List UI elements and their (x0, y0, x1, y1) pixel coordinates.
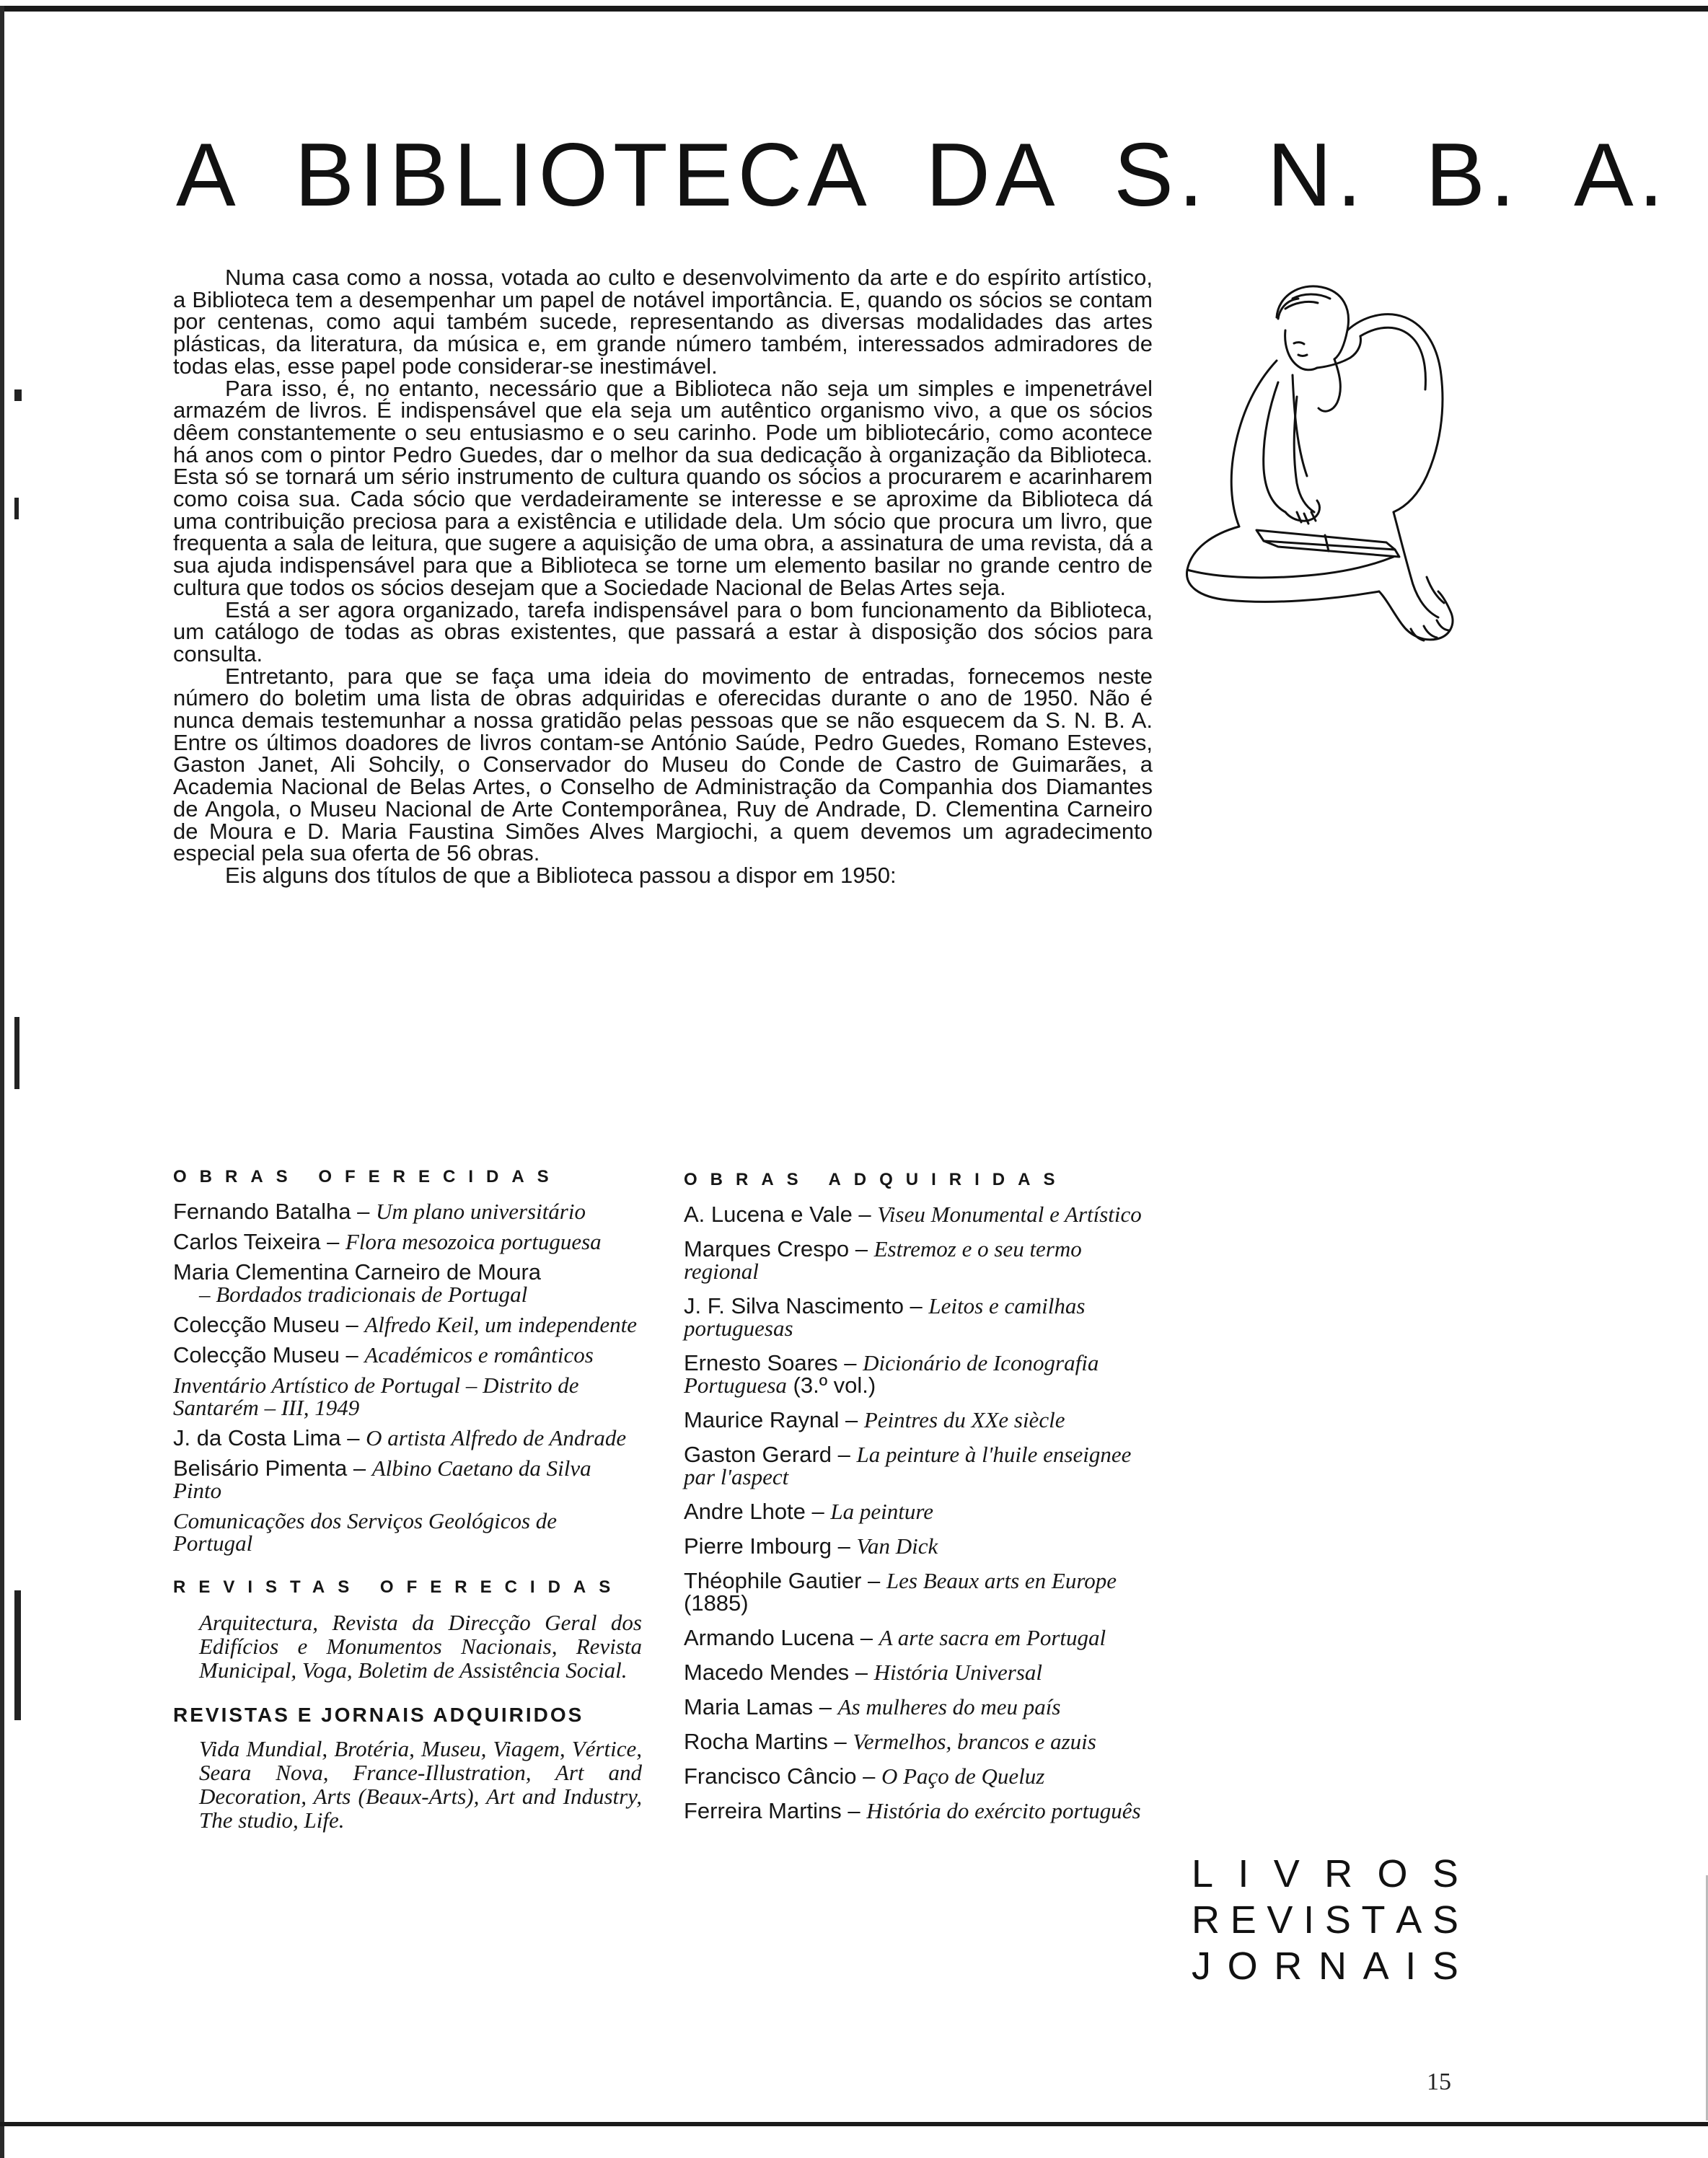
entry-title: Alfredo Keil, um independente (364, 1312, 638, 1337)
list-item (684, 1696, 1153, 1718)
tagline-line (1192, 1851, 1458, 1897)
top-rule (0, 6, 1708, 12)
entry-title: Comunicações dos Serviços Geológicos de Portugal (173, 1508, 558, 1556)
list-item (173, 1457, 642, 1502)
entry-title: La peinture (830, 1499, 934, 1524)
entry-title: Inventário Artístico de Portugal – Distrito de Santarém – III, 1949 (173, 1373, 579, 1420)
entry-title: O Paço de Queluz (881, 1763, 1045, 1789)
list-item (684, 1730, 1153, 1753)
entry-title: Van Dick (856, 1533, 938, 1559)
entry-title: Viseu Monumental e Artístico (877, 1202, 1142, 1227)
entry-author: J. F. Silva Nascimento – (684, 1293, 929, 1318)
list-item (684, 1626, 1153, 1649)
entry-title: – Bordados tradicionais de Portugal (199, 1282, 528, 1307)
list-item (684, 1238, 1153, 1282)
tagline-letter: J (1192, 1945, 1211, 1988)
entry-author: Maria Clementina Carneiro de Moura (173, 1259, 542, 1285)
list-item (684, 1409, 1153, 1431)
obras-oferecidas-heading: OBRAS OFERECIDAS (173, 1167, 562, 1186)
list-item (173, 1344, 642, 1366)
entry-author: A. Lucena e Vale – (684, 1202, 878, 1227)
tagline-letter: I (1303, 1898, 1315, 1942)
entry-author: Marques Crespo – (684, 1236, 874, 1261)
entry-title: As mulheres do meu país (837, 1694, 1061, 1719)
entry-author: Andre Lhote – (684, 1499, 831, 1524)
list-item (684, 1443, 1153, 1488)
list-item (173, 1261, 642, 1305)
list-item (684, 1500, 1153, 1523)
tagline-letter: S (1432, 1852, 1458, 1895)
tagline-letter: L (1192, 1852, 1214, 1895)
tagline-letter: N (1318, 1945, 1347, 1988)
tagline-letter: R (1192, 1898, 1220, 1942)
left-column (173, 1167, 642, 1854)
entry-title: Flora mesozoica portuguesa (345, 1229, 602, 1254)
entry-title: Estremoz e o seu termo regional (684, 1236, 1082, 1284)
body-paragraph: Entretanto, para que se faça uma ideia do movimento de entradas, fornecemos neste número do boletim uma lista de obras adquiridas e oferecidas durante o ano de 1950. Não é nunca demais testemunhar a nossa gratidão pelas pessoas que se não esquecem da S. N. B. A. Entre os últimos doadores de livros contam-se António Saúde, Pedro Guedes, Romano Esteves, Gaston Janet, Ali Sohcily, o Conservador do Museu do Conde de Castro de Guimarães, a Academia Nacional de Belas Artes, o Conselho de Administração da Companhia dos Diamantes de Angola, o Museu Nacional de Arte Contemporânea, Ruy de Andrade, D. Clementina Carneiro de Moura e D. Maria Faustina Simões Alves Margiochi, a quem devemos um agradecimento especial pela sua oferta de 56 obras. (173, 663, 1153, 866)
entry-title: O artista Alfredo de Andrade (366, 1425, 627, 1450)
entry-title: Vermelhos, brancos e azuis (853, 1729, 1096, 1754)
entry-author: Colecção Museu – (173, 1312, 365, 1337)
entry-title: Dicionário de Iconografia Portuguesa (684, 1350, 1099, 1398)
body-paragraph: Está a ser agora organizado, tarefa indispensável para o bom funcionamento da Biblioteca, um catálogo de todas as obras existentes, que passará a estar à disposição dos sócios para consulta. (173, 596, 1153, 666)
list-item (173, 1374, 642, 1419)
body-paragraph: Eis alguns dos títulos de que a Biblioteca passou a dispor em 1950: (225, 862, 897, 888)
entry-author: Belisário Pimenta – (173, 1455, 372, 1481)
entry-author: Maria Lamas – (684, 1694, 838, 1719)
entry-title: Albino Caetano da Silva Pinto (173, 1455, 591, 1503)
entry-extra: (1885) (684, 1590, 749, 1616)
entry-author: Théophile Gautier – (684, 1568, 886, 1593)
list-item (684, 1535, 1153, 1557)
entry-author: Ernesto Soares – (684, 1350, 863, 1375)
entry-author: Ferreira Martins – (684, 1798, 867, 1823)
list-item (173, 1200, 642, 1223)
entry-title: Peintres du XXe siècle (863, 1407, 1065, 1432)
tagline-letter: V (1267, 1898, 1293, 1942)
tagline-letter: A (1396, 1898, 1422, 1942)
bottom-rule (0, 2122, 1708, 2126)
tagline-letter: S (1432, 1898, 1458, 1942)
tagline-line (1192, 1897, 1458, 1943)
entry-extra: (3.º vol.) (786, 1373, 876, 1398)
entry-author: Pierre Imbourg – (684, 1533, 857, 1559)
list-item (173, 1427, 642, 1449)
tagline-letter: S (1432, 1945, 1458, 1988)
entry-title: Leitos e camilhas portuguesas (684, 1293, 1086, 1341)
tagline-letter: E (1230, 1898, 1256, 1942)
entry-title: Académicos e românticos (364, 1342, 594, 1368)
revistas-jornais-heading: REVISTAS E JORNAIS ADQUIRIDOS (173, 1704, 584, 1726)
entry-title: Um plano universitário (375, 1199, 586, 1224)
margin-mark (14, 1590, 21, 1720)
entry-title: La peinture à l'huile enseignee par l'aspect (684, 1442, 1132, 1489)
tagline-line (1192, 1943, 1458, 1989)
list-item (684, 1352, 1153, 1396)
seated-reading-figure-drawing (1170, 274, 1466, 656)
obras-adquiridas-heading: OBRAS ADQUIRIDAS (684, 1170, 1068, 1189)
tagline-letter: I (1238, 1852, 1249, 1895)
tagline-letter: R (1274, 1945, 1303, 1988)
tagline-letter: R (1324, 1852, 1353, 1895)
list-item (684, 1765, 1153, 1787)
list-item (173, 1313, 642, 1336)
entry-author: Francisco Câncio – (684, 1763, 881, 1789)
list-item (684, 1569, 1153, 1614)
entry-title: História Universal (873, 1660, 1043, 1685)
right-column (684, 1170, 1153, 1834)
section-tagline (1192, 1851, 1458, 1989)
tagline-letter: I (1405, 1945, 1417, 1988)
list-item (173, 1510, 642, 1554)
left-rule (0, 6, 4, 2158)
entry-author: J. da Costa Lima – (173, 1425, 366, 1450)
tagline-letter: T (1361, 1898, 1386, 1942)
entry-author: Macedo Mendes – (684, 1660, 874, 1685)
revistas-oferecidas-list: Arquitectura, Revista da Direcção Geral dos Edifícios e Monumentos Nacionais, Revista Municipal, Voga, Boletim de Assistência Social. (199, 1610, 642, 1683)
entry-title: História do exército português (866, 1798, 1141, 1823)
tagline-letter: V (1273, 1852, 1300, 1895)
tagline-letter: O (1227, 1945, 1258, 1988)
revistas-oferecidas-heading: REVISTAS OFERECIDAS (173, 1577, 624, 1597)
page-title: A BIBLIOTECA DA S. N. B. A. (176, 125, 1669, 225)
list-item (684, 1800, 1153, 1822)
entry-author: Armando Lucena – (684, 1625, 879, 1650)
entry-author: Maurice Raynal – (684, 1407, 864, 1432)
entry-author: Rocha Martins – (684, 1729, 853, 1754)
article-body (173, 267, 1153, 887)
entry-author: Colecção Museu – (173, 1342, 365, 1368)
margin-mark (14, 389, 22, 401)
list-item (173, 1230, 642, 1253)
entry-author: Carlos Teixeira – (173, 1229, 345, 1254)
list-item (684, 1203, 1153, 1225)
tagline-letter: S (1324, 1898, 1351, 1942)
entry-author: Gaston Gerard – (684, 1442, 857, 1467)
revistas-jornais-list: Vida Mundial, Brotéria, Museu, Viagem, Vértice, Seara Nova, France-Illustration, Art and Decoration, Arts (Beaux-Arts), Art and Industry, The studio, Life. (199, 1736, 642, 1833)
page-number: 15 (1427, 2069, 1451, 2095)
margin-mark (14, 498, 19, 519)
entry-title: A arte sacra em Portugal (879, 1625, 1106, 1650)
entry-author: Fernando Batalha – (173, 1199, 376, 1224)
body-paragraph: Numa casa como a nossa, votada ao culto e desenvolvimento da arte e do espírito artístico, a Biblioteca tem a desempenhar um papel de notável importância. E, quando os sócios se contam por centenas, como aqui também sucede, representando as diversas modalidades das artes plásticas, da literatura, da música e, em grande número também, interessados admiradores de todas elas, esse papel pode considerar-se inestimável. (173, 265, 1153, 379)
margin-mark (14, 1017, 19, 1089)
tagline-letter: O (1377, 1852, 1408, 1895)
body-paragraph: Para isso, é, no entanto, necessário que a Biblioteca não seja um simples e impenetrável armazém de livros. É indispensável que ela seja um autêntico organismo vivo, a que os sócios dêem constantemente o seu entusiasmo e o seu carinho. Pode um bibliotecário, como acontece há anos com o pintor Pedro Guedes, dar o melhor da sua dedicação à organização da Biblioteca. Esta só se tornará um sério instrumento de cultura quando os sócios a procurarem e acarinharem como coisa sua. Cada sócio que verdadeiramente se interesse e se aproxime da Biblioteca dá uma contribuição preciosa para a existência e utilidade dela. Um sócio que procura um livro, que frequenta a sala de leitura, que sugere a aquisição de uma obra, a assinatura de uma revista, dá a sua ajuda indispensável para que a Biblioteca se torne um elemento basilar no grande centro de cultura que todos os sócios desejam que a Sociedade Nacional de Belas Artes seja. (173, 375, 1153, 600)
entry-title: Les Beaux arts en Europe (886, 1568, 1117, 1593)
list-item (684, 1295, 1153, 1339)
tagline-letter: A (1363, 1945, 1389, 1988)
list-item (684, 1661, 1153, 1683)
